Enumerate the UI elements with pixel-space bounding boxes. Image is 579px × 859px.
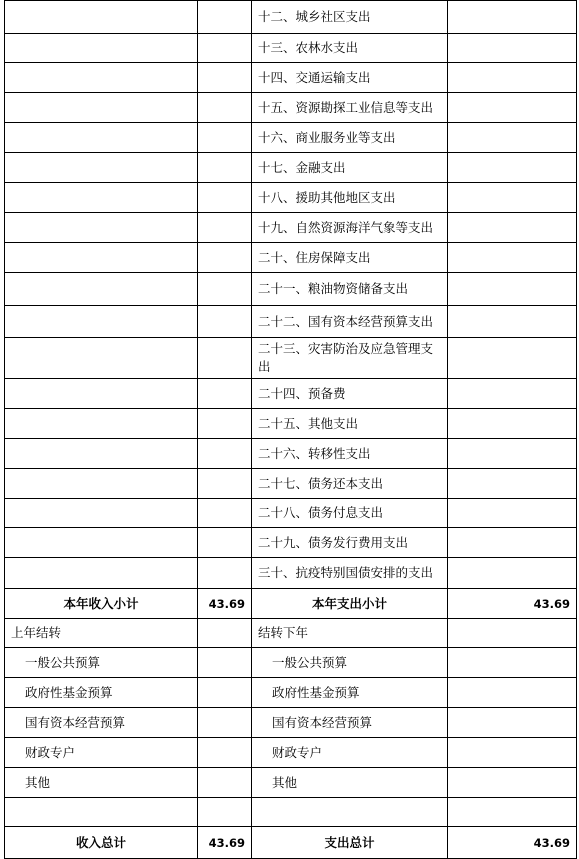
table-row xyxy=(5,768,577,798)
table-row xyxy=(5,379,577,409)
expense-carryover-item: 政府性基金预算 xyxy=(252,678,448,708)
income-subtotal-label: 本年收入小计 xyxy=(5,589,198,619)
table-row xyxy=(5,738,577,768)
expense-item-label: 二十三、灾害防治及应急管理支出 xyxy=(252,338,448,379)
table-row xyxy=(5,306,577,338)
expense-item-label: 二十七、债务还本支出 xyxy=(252,469,448,499)
expense-item-label: 二十八、债务付息支出 xyxy=(252,499,448,528)
table-row xyxy=(5,63,577,93)
expense-item-label: 二十一、粮油物资储备支出 xyxy=(252,273,448,306)
income-carryover-item: 其他 xyxy=(5,768,198,798)
table-row xyxy=(5,123,577,153)
income-carryover-header: 上年结转 xyxy=(5,619,198,648)
budget-table xyxy=(4,0,577,859)
carryover-header-row xyxy=(5,619,577,648)
table-row xyxy=(5,409,577,439)
expense-item-label: 十四、交通运输支出 xyxy=(252,63,448,93)
income-subtotal-value: 43.69 xyxy=(198,589,252,619)
income-carryover-item: 政府性基金预算 xyxy=(5,678,198,708)
expense-item-label: 十七、金融支出 xyxy=(252,153,448,183)
subtotal-row xyxy=(5,589,577,619)
table-row xyxy=(5,558,577,589)
expense-item-label: 十三、农林水支出 xyxy=(252,34,448,63)
table-row xyxy=(5,93,577,123)
expense-item-label: 二十二、国有资本经营预算支出 xyxy=(252,306,448,338)
income-carryover-item: 国有资本经营预算 xyxy=(5,708,198,738)
table-row xyxy=(5,34,577,63)
expense-item-label: 十八、援助其他地区支出 xyxy=(252,183,448,213)
expense-item-label: 十九、自然资源海洋气象等支出 xyxy=(252,213,448,243)
table-row xyxy=(5,213,577,243)
expense-item-label: 二十、住房保障支出 xyxy=(252,243,448,273)
table-row xyxy=(5,678,577,708)
table-row xyxy=(5,708,577,738)
expense-item-label: 十二、城乡社区支出 xyxy=(252,1,448,34)
expense-item-label: 十五、资源勘探工业信息等支出 xyxy=(252,93,448,123)
table-row xyxy=(5,273,577,306)
expense-carryover-item: 一般公共预算 xyxy=(252,648,448,678)
income-carryover-item: 财政专户 xyxy=(5,738,198,768)
expense-subtotal-value: 43.69 xyxy=(448,589,577,619)
expense-item-label: 二十六、转移性支出 xyxy=(252,439,448,469)
expense-carryover-item: 财政专户 xyxy=(252,738,448,768)
income-total-label: 收入总计 xyxy=(5,827,198,859)
expense-carryover-header: 结转下年 xyxy=(252,619,448,648)
expense-carryover-item: 其他 xyxy=(252,768,448,798)
expense-item-label: 二十九、债务发行费用支出 xyxy=(252,528,448,558)
table-row xyxy=(5,1,577,34)
income-total-value: 43.69 xyxy=(198,827,252,859)
table-row xyxy=(5,153,577,183)
table-row xyxy=(5,469,577,499)
expense-item-label: 二十五、其他支出 xyxy=(252,409,448,439)
expense-item-label: 三十、抗疫特别国债安排的支出 xyxy=(252,558,448,589)
income-carryover-item: 一般公共预算 xyxy=(5,648,198,678)
expense-carryover-item: 国有资本经营预算 xyxy=(252,708,448,738)
table-row xyxy=(5,338,577,379)
table-row xyxy=(5,499,577,528)
table-row xyxy=(5,183,577,213)
table-row xyxy=(5,528,577,558)
expense-item-label: 二十四、预备费 xyxy=(252,379,448,409)
expense-total-value: 43.69 xyxy=(448,827,577,859)
total-row xyxy=(5,827,577,859)
table-row xyxy=(5,439,577,469)
table-row xyxy=(5,243,577,273)
expense-subtotal-label: 本年支出小计 xyxy=(252,589,448,619)
blank-row xyxy=(5,798,577,827)
expense-total-label: 支出总计 xyxy=(252,827,448,859)
expense-item-label: 十六、商业服务业等支出 xyxy=(252,123,448,153)
table-row xyxy=(5,648,577,678)
